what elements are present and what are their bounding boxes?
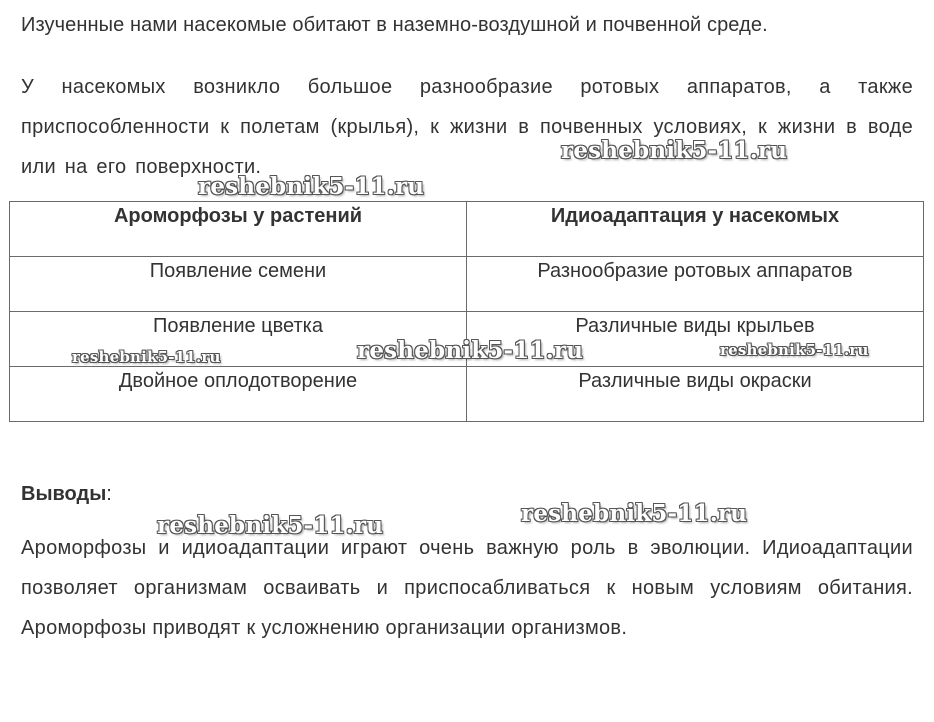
table-header-row — [10, 202, 924, 257]
table-cell — [10, 312, 467, 367]
table-cell — [467, 312, 924, 367]
table-header-cell — [10, 202, 467, 257]
table-header-cell — [467, 202, 924, 257]
cell-text: Различные виды окраски — [578, 370, 812, 392]
table-cell — [10, 367, 467, 422]
table-cell — [10, 257, 467, 312]
cell-text: Появление цветка — [153, 315, 323, 337]
watermark: reshebnik5-11.ru — [521, 500, 748, 527]
table-cell — [467, 257, 924, 312]
intro-paragraph: Изученные нами насекомые обитают в наземно-воздушной и почвенной среде. — [21, 14, 768, 36]
table-row — [10, 312, 924, 367]
comparison-table — [9, 201, 924, 422]
table-row — [10, 367, 924, 422]
conclusions-paragraph: Ароморфозы и идиоадаптации играют очень важную роль в эволюции. Идиоадаптации позволяет организмам осваивать и приспосабливаться к новым условиям обитания. Ароморфозы приводят к усложнению организации организмов. — [21, 537, 913, 639]
watermark: reshebnik5-11.ru — [72, 348, 221, 366]
header-idioadaptation: Идиоадаптация у насекомых — [550, 205, 840, 227]
cell-text: Различные виды крыльев — [575, 315, 815, 337]
insect-adaptations-paragraph: У насекомых возникло большое разнообразие ротовых аппаратов, а также приспособленности к полетам (крылья), к жизни в почвенных условиях, к жизни в воде или на его поверхности. — [21, 76, 913, 178]
header-aromorphoses: Ароморфозы у растений — [113, 205, 363, 227]
watermark: reshebnik5-11.ru — [561, 137, 788, 164]
table-cell — [467, 367, 924, 422]
conclusions-heading — [21, 480, 112, 508]
cell-text: Разнообразие ротовых аппаратов — [537, 260, 853, 282]
conclusions-heading-colon: : — [106, 483, 112, 505]
watermark: reshebnik5-11.ru — [157, 512, 384, 539]
table-row — [10, 257, 924, 312]
cell-text: Двойное оплодотворение — [118, 370, 358, 392]
cell-text: Появление семени — [149, 260, 327, 282]
watermark: reshebnik5-11.ru — [198, 173, 425, 200]
watermark: reshebnik5-11.ru — [357, 337, 584, 364]
conclusions-heading-text: Выводы — [21, 483, 107, 505]
watermark: reshebnik5-11.ru — [720, 341, 869, 359]
